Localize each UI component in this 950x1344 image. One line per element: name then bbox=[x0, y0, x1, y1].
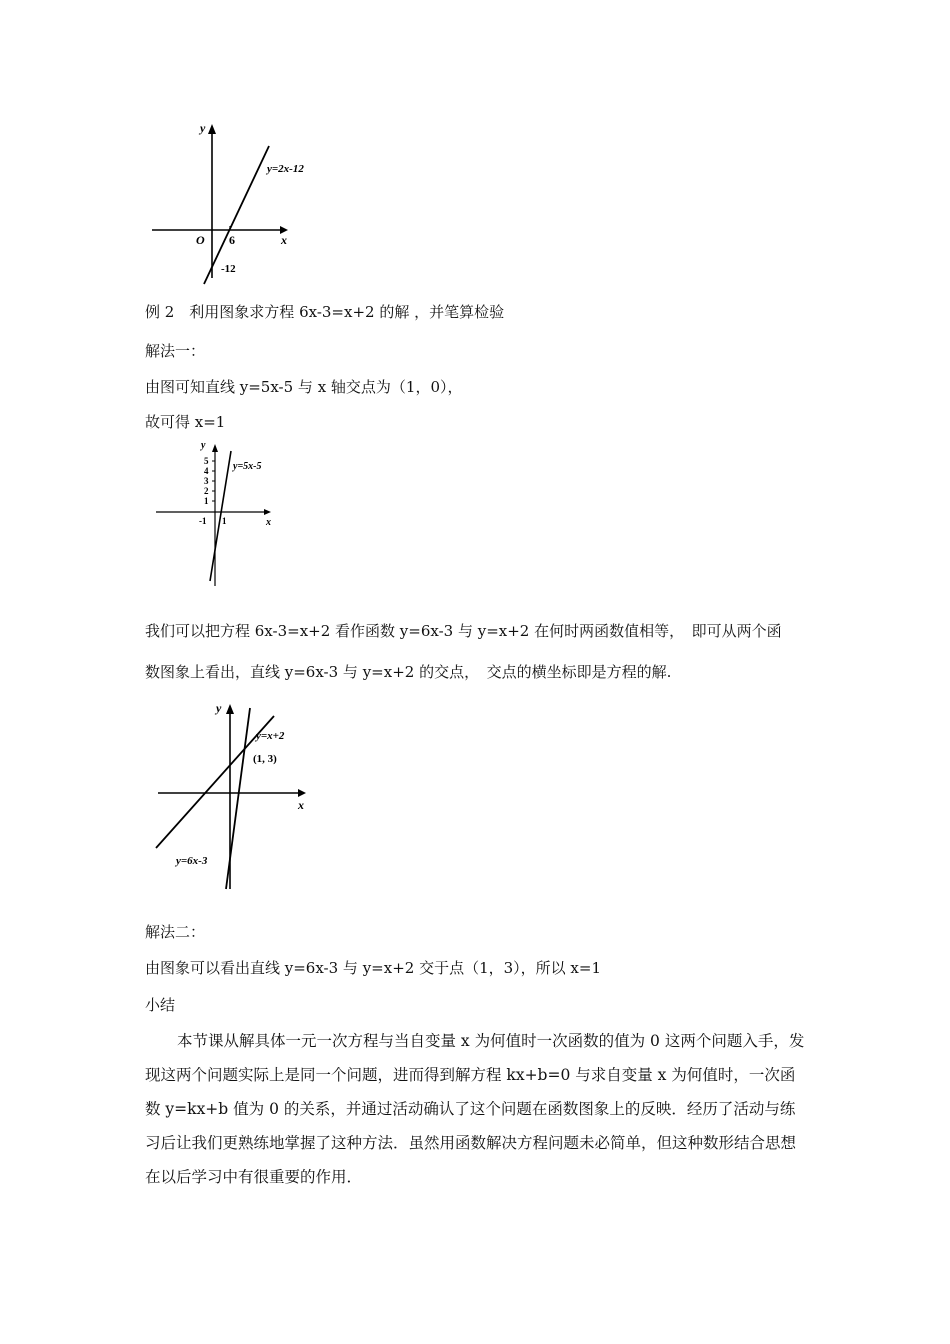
origin-label: O bbox=[196, 233, 205, 247]
y-intercept-label: -12 bbox=[221, 263, 236, 275]
y-axis-arrow bbox=[212, 444, 218, 452]
graph-y-2x-minus-12 bbox=[148, 118, 338, 288]
y-tick-label-5: 5 bbox=[204, 456, 209, 466]
x-axis-arrow bbox=[264, 509, 271, 515]
x-axis-arrow bbox=[298, 789, 306, 797]
method1-line2: 故可得 x=1 bbox=[145, 413, 226, 431]
y-tick-label-1: 1 bbox=[204, 496, 209, 506]
method1-heading: 解法一： bbox=[145, 342, 206, 360]
y-axis-label: y bbox=[201, 440, 206, 451]
y-axis-arrow bbox=[226, 704, 234, 714]
intersection-point-label: (1, 3) bbox=[253, 753, 277, 765]
line-label: y=2x-12 bbox=[267, 163, 304, 175]
example2-title: 例 2 利用图象求方程 6x-3=x+2 的解 ，并笔算检验 bbox=[145, 303, 505, 321]
graph-line bbox=[204, 146, 269, 284]
line1-label: y=x+2 bbox=[256, 730, 285, 742]
y-axis-label: y bbox=[200, 121, 206, 135]
y-axis-label: y bbox=[216, 701, 222, 715]
method2-line: 由图象可以看出直线 y=6x-3 与 y=x+2 交于点（1，3），所以 x=1 bbox=[145, 959, 602, 977]
x-tick-label-neg1: -1 bbox=[199, 516, 207, 526]
explanation-line2: 数图象上看出，直线 y=6x-3 与 y=x+2 的交点， 交点的横坐标即是方程的解. bbox=[145, 663, 672, 681]
method2-heading: 解法二： bbox=[145, 923, 206, 941]
graph-y-5x-minus-5 bbox=[152, 436, 282, 588]
summary-heading: 小结 bbox=[145, 996, 176, 1014]
x-axis-label: x bbox=[298, 798, 304, 812]
y-tick-label-4: 4 bbox=[204, 466, 209, 476]
y-axis-arrow bbox=[208, 124, 216, 134]
line2-label: y=6x-3 bbox=[176, 855, 208, 867]
summary-paragraph: 本节课从解具体一元一次方程与当自变量 x 为何值时一次函数的值为 0 这两个问题入手，发现这两个问题实际上是同一个问题，进而得到解方程 kx+b=0 与求自变量 x 为何值时，一次函数 y=kx+b 值为 0 的关系，并通过活动确认了这个问题在函数图象上的反映．经历了活动与练习后让我们更熟练地掌握了这种方法．虽然用函数解决方程问题未必简单，但这种数形结合思想在以后学习中有很重要的作用． bbox=[145, 1032, 805, 1186]
graph-two-lines-intersection bbox=[150, 696, 315, 891]
x-intercept-label: 6 bbox=[229, 233, 235, 247]
x-tick-label-1: 1 bbox=[222, 516, 227, 526]
y-tick-label-3: 3 bbox=[204, 476, 209, 486]
x-axis-label: x bbox=[281, 233, 287, 247]
y-tick-label-2: 2 bbox=[204, 486, 209, 496]
line-label: y=5x-5 bbox=[233, 461, 262, 472]
method1-line1: 由图可知直线 y=5x-5 与 x 轴交点为（1，0）， bbox=[145, 378, 463, 396]
explanation-line1: 我们可以把方程 6x-3=x+2 看作函数 y=6x-3 与 y=x+2 在何时两函数值相等， 即可从两个函 bbox=[145, 622, 782, 640]
x-axis-label: x bbox=[266, 517, 271, 528]
